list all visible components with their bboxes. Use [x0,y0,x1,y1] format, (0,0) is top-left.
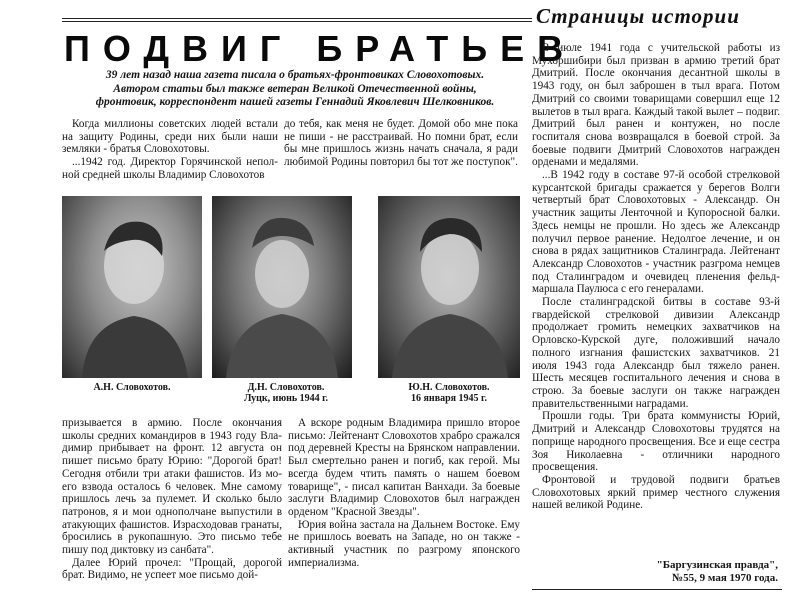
source-newspaper: "Баргузинская правда", [656,559,778,571]
lead-line: фронтовик, корреспондент нашей газеты Геннадий Яковлевич Шелковников. [95,96,495,108]
photo-caption-date: Луцк, июнь 1944 г. [243,393,329,404]
lead-line: 39 лет назад наша газета писала о братьях-фронтовиках Словохотовых. [105,69,485,81]
article-headline: ПОДВИГ БРАТЬЕВ [64,28,577,69]
text-column-bottom-left [62,417,282,582]
text-column-right [532,42,780,512]
photo-caption-name: Ю.Н. Словохотов. [408,382,490,393]
lead-line: Автором статьи был также ветеран Великой Отечественной войны, [113,82,477,95]
paragraph: Далее Юрий прочел: "Прощай, дорогой брат. Видимо, не успеет мое письмо дой- [62,556,282,582]
paragraph: А вскоре родным Владимира пришло второе письмо: Лейтенант Словохотов храбро сражался под деревней Кресты на Брянском направлении. Был смертельно ранен и погиб, как герой. Мы всегда будем чтить память о нашем боевом товарище", - писал капитан Ванхади. За боевые заслуги Владимир Словохотов был награжден орденом "Красной Звезды". [288,417,520,518]
source-credit [596,559,778,585]
paragraph: до тебя, как меня не будет. Домой обо мне пока не пиши - не расстраивай. Но помни брат, если бы мне пришлось жизнь начать сначала, я ради любимой Родины повторил бы тот же поступок". [284,118,518,169]
text-column-top-middle [284,118,518,169]
paragraph: Когда миллионы советских людей встали на защиту Родины, среди них были наши земляки - братья Словохотовы. [62,118,278,156]
photo-caption-name: А.Н. Словохотов. [93,382,171,393]
paragraph: Прошли годы. Три брата коммунисты Юрий, Дмитрий и Александр Словохотовы трудятся на поприще народного просвещения. Все и еще сестра Зоя Николаевна - отличники народного просвещения. [532,410,780,474]
article-lead [60,69,530,110]
portrait-silhouette [62,196,202,378]
paragraph: В июле 1941 года с учительской работы из Мухоршибири был призван в армию третий брат Дмитрий. После окончания десантной школы в 1943 году, он был заброшен в тыл врага. Потом Дмитрий со своими товарищами совершил еще 12 вылетов в тыл врага. Каждый такой вылет – подвиг. Дмитрий был ранен и контужен, но после госпиталя снова возвращался в боевой строй. За боевые подвиги Дмитрий Словохотов награжден орденами и медалями. [532,42,780,169]
section-rubric: Страницы истории [536,4,740,28]
text-column-bottom-middle [288,417,520,569]
photo-caption [62,382,202,393]
photo-portrait-yuri [378,196,520,378]
paragraph: Юрия война застала на Дальнем Востоке. Ему не пришлось воевать на Западе, но он также - активный участник по разгрому японского империализма. [288,518,520,569]
rubric-rule-bottom [62,21,532,22]
photo-caption-date: 16 января 1945 г. [411,393,487,404]
paragraph: ...В 1942 году в составе 97-й особой стрелковой курсантской бригады сражается у берегов Волги четвертый брат Словохотовых - Александр. Он участник защиты Ленточной и Купоросной балки. Здесь немцы не прошли. Но здесь же Александр получил первое ранение. Недолгое лечение, и он снова в рядах защитников Сталинграда. Лейтенант Александр Словохотов - участник разгрома немцев под Сталинградом и очевидец пленения фельдмаршала Паулюса с его генералами. [532,169,780,296]
photo-caption [212,382,360,404]
portrait-silhouette [212,196,352,378]
rubric-rule-top [62,18,532,19]
text-column-top-left [62,118,278,182]
paragraph: Фронтовой и трудовой подвиги братьев Словохотовых яркий пример честного служения нашей великой Родине. [532,473,780,512]
photo-panel [62,188,520,410]
photo-portrait-dmitry [212,196,352,378]
paragraph: призывается в армию. После окончания школы средних командиров в 1943 году Владимир прибывает на фронт. 12 августа он пишет письмо брату Юрию: "Дорогой брат! Сегодня отбили три атаки фашистов. Из моего взвода осталось 6 человек. Мне самому пришлось лечь за пулемет. И сколько было патронов, я и мои однополчане выпустили в атакующих фашистов. Израсходовав гранаты, бросились в рукопашную. Это письмо тебе пишу под диктовку из санбата". [62,417,282,557]
photo-caption-name: Д.Н. Словохотов. [247,382,325,393]
photo-portrait-alexander [62,196,202,378]
paragraph: После сталинградской битвы в составе 93-й гвардейской стрелковой дивизии Александр продолжает громить немецких захватчиков на Орловско-Курской дуге, положивший начало полного изгнания фашистских захватчиков. 21 июля 1943 года Александр был тяжело ранен. Шесть месяцев госпитального лечения и снова в строю. За боевые заслуги он также награжден правительственными наградами. [532,296,780,410]
source-rule [532,589,782,590]
photo-caption [378,382,520,404]
portrait-silhouette [378,196,520,378]
source-issue: №55, 9 мая 1970 года. [672,572,778,584]
paragraph: ...1942 год. Директор Горячинской неполной средней школы Владимир Словохотов [62,156,278,181]
